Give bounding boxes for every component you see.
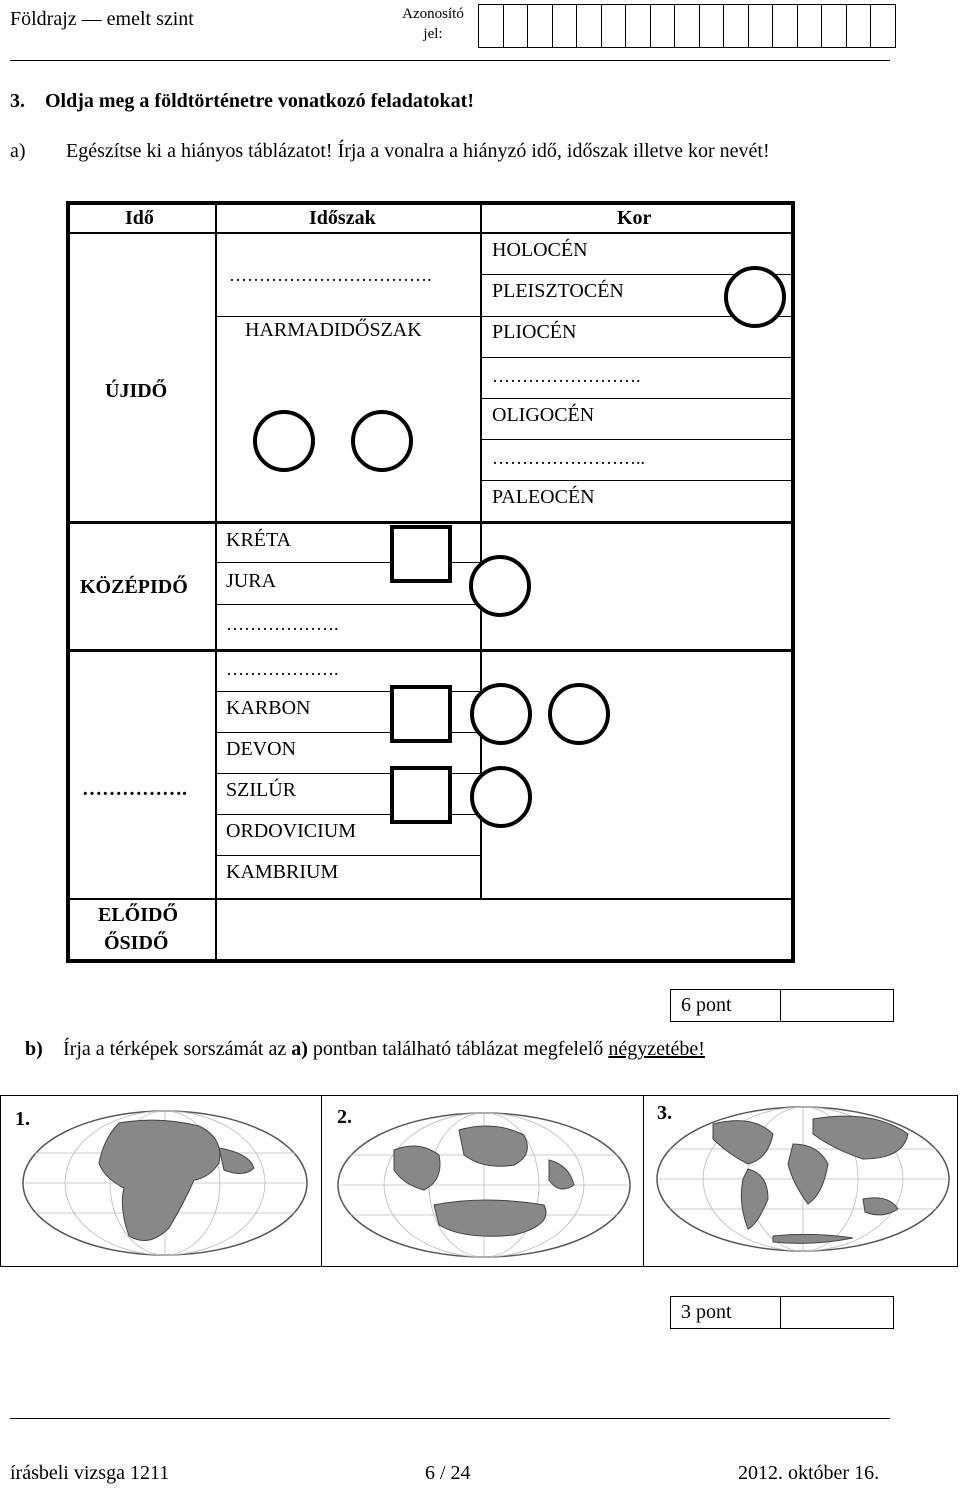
footer-rule bbox=[10, 1418, 890, 1419]
epoch-pleisztocen: PLEISZTOCÉN bbox=[492, 280, 624, 302]
header-rule bbox=[10, 60, 890, 61]
period-kreta: KRÉTA bbox=[226, 529, 292, 551]
footer-exam: írásbeli vizsga 1211 bbox=[10, 1462, 170, 1484]
period-harmadidoszak: HARMADIDŐSZAK bbox=[245, 319, 422, 341]
era-blank[interactable]: ……………. bbox=[82, 778, 187, 800]
footer-date: 2012. október 16. bbox=[738, 1462, 880, 1484]
period-ordovicium: ORDOVICIUM bbox=[226, 820, 356, 842]
period-blank-mid[interactable]: ………………. bbox=[226, 614, 339, 634]
map-number-1: 1. bbox=[15, 1108, 30, 1130]
period-kambrium: KAMBRIUM bbox=[226, 861, 339, 883]
period-jura: JURA bbox=[226, 570, 277, 592]
answer-square[interactable] bbox=[390, 525, 452, 583]
era-ujido: ÚJIDŐ bbox=[105, 380, 168, 402]
map-2-continents-image bbox=[334, 1110, 634, 1260]
maps-panel bbox=[0, 1095, 958, 1267]
epoch-blank-1[interactable]: ……………………. bbox=[492, 366, 641, 386]
period-karbon: KARBON bbox=[226, 697, 311, 719]
period-szilur: SZILÚR bbox=[226, 779, 296, 801]
points-box-a: 6 pont bbox=[670, 989, 894, 1022]
score-field[interactable] bbox=[781, 1297, 893, 1328]
points-box-b: 3 pont bbox=[670, 1296, 894, 1329]
id-label: Azonosító jel: bbox=[402, 6, 464, 42]
answer-circle[interactable] bbox=[469, 555, 531, 617]
map-number-2: 2. bbox=[337, 1106, 352, 1128]
epoch-blank-2[interactable]: …………………….. bbox=[492, 448, 645, 468]
epoch-paleocen: PALEOCÉN bbox=[492, 486, 595, 508]
era-eloido: ELŐIDŐ bbox=[98, 904, 179, 926]
period-blank-low[interactable]: ………………. bbox=[226, 659, 339, 679]
map-3-continents-image bbox=[653, 1104, 953, 1254]
answer-circle[interactable] bbox=[351, 410, 413, 472]
question-b: b) Írja a térképek sorszámát az a) pontban található táblázat megfelelő négyzetébe! bbox=[25, 1038, 705, 1060]
header-idoszak: Időszak bbox=[309, 207, 376, 229]
answer-circle[interactable] bbox=[253, 410, 315, 472]
id-boxes[interactable] bbox=[478, 4, 896, 48]
map-1-pangea-image bbox=[19, 1108, 311, 1258]
score-field[interactable] bbox=[781, 990, 893, 1021]
era-osido: ŐSIDŐ bbox=[104, 932, 169, 954]
map-number-3: 3. bbox=[657, 1102, 672, 1124]
answer-circle[interactable] bbox=[470, 766, 532, 828]
exam-title: Földrajz — emelt szint bbox=[10, 8, 194, 30]
epoch-oligocen: OLIGOCÉN bbox=[492, 404, 595, 426]
answer-circle[interactable] bbox=[470, 683, 532, 745]
header-kor: Kor bbox=[617, 207, 652, 229]
question-a: a) Egészítse ki a hiányos táblázatot! Írja a vonalra a hiányzó idő, időszak illetve kor nevét! bbox=[10, 140, 770, 162]
header-ido: Idő bbox=[125, 207, 154, 229]
era-kozepido: KÖZÉPIDŐ bbox=[80, 576, 188, 598]
epoch-holocen: HOLOCÉN bbox=[492, 239, 588, 261]
period-devon: DEVON bbox=[226, 738, 296, 760]
answer-square[interactable] bbox=[390, 685, 452, 743]
period-blank-top[interactable]: ……………………………. bbox=[229, 265, 432, 285]
answer-circle[interactable] bbox=[548, 683, 610, 745]
footer-page: 6 / 24 bbox=[425, 1462, 471, 1484]
answer-circle[interactable] bbox=[724, 266, 786, 328]
question-title: 3. Oldja meg a földtörténetre vonatkozó feladatokat! bbox=[10, 90, 475, 112]
epoch-pliocen: PLIOCÉN bbox=[492, 321, 577, 343]
answer-square[interactable] bbox=[390, 766, 452, 824]
